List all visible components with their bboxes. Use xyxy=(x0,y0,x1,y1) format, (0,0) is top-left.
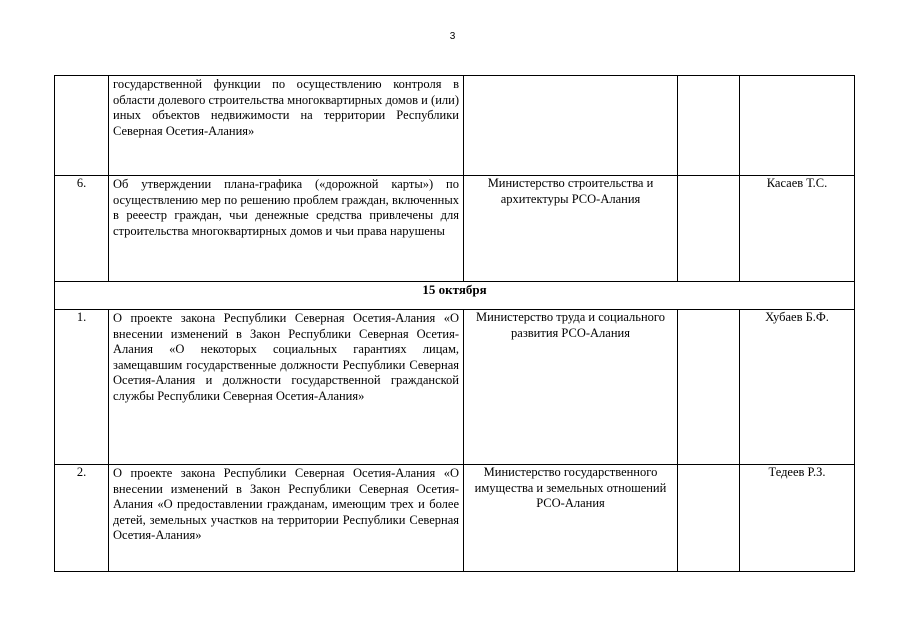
item-number: 1. xyxy=(55,310,109,465)
item-number: 2. xyxy=(55,465,109,572)
table-row xyxy=(55,310,855,465)
item-responsible xyxy=(740,76,855,176)
item-blank xyxy=(678,176,740,282)
item-organization xyxy=(464,76,678,176)
item-blank xyxy=(678,76,740,176)
item-blank xyxy=(678,310,740,465)
item-responsible: Тедеев Р.З. xyxy=(740,465,855,572)
item-title: государственной функции по осуществлению контроля в области долевого строительства многоквартирных домов и (или) иных объектов недвижимости на территории Республики Северная Осетия-Алания» xyxy=(109,76,464,176)
item-organization: Министерство государственного имущества и земельных отношений РСО-Алания xyxy=(464,465,678,572)
table-row xyxy=(55,176,855,282)
item-number xyxy=(55,76,109,176)
agenda-table xyxy=(54,75,855,572)
item-blank xyxy=(678,465,740,572)
table-row xyxy=(55,76,855,176)
date-heading: 15 октября xyxy=(55,282,855,310)
page-number: 3 xyxy=(449,31,456,42)
item-responsible: Хубаев Б.Ф. xyxy=(740,310,855,465)
item-organization: Министерство строительства и архитектуры РСО-Алания xyxy=(464,176,678,282)
table-row xyxy=(55,465,855,572)
item-responsible: Касаев Т.С. xyxy=(740,176,855,282)
item-title: Об утверждении плана-графика («дорожной карты») по осуществлению мер по решению проблем граждан, включенных в рееестр граждан, чьи денежные средства привлечены для строительства многоквартирных домов и чьи права нарушены xyxy=(109,176,464,282)
item-title: О проекте закона Республики Северная Осетия-Алания «О внесении изменений в Закон Республики Северная Осетия-Алания «О предоставлении гражданам, имеющим трех и более детей, земельных участков на территории Республики Северная Осетия-Алания» xyxy=(109,465,464,572)
item-number: 6. xyxy=(55,176,109,282)
date-heading-row xyxy=(55,282,855,310)
item-organization: Министерство труда и социального развития РСО-Алания xyxy=(464,310,678,465)
item-title: О проекте закона Республики Северная Осетия-Алания «О внесении изменений в Закон Республики Северная Осетия-Алания «О некоторых социальных гарантиях лицам, замещавшим государственные должности Республики Северная Осетия-Алания и должности государственной гражданской службы Республики Северная Осетия-Алания» xyxy=(109,310,464,465)
